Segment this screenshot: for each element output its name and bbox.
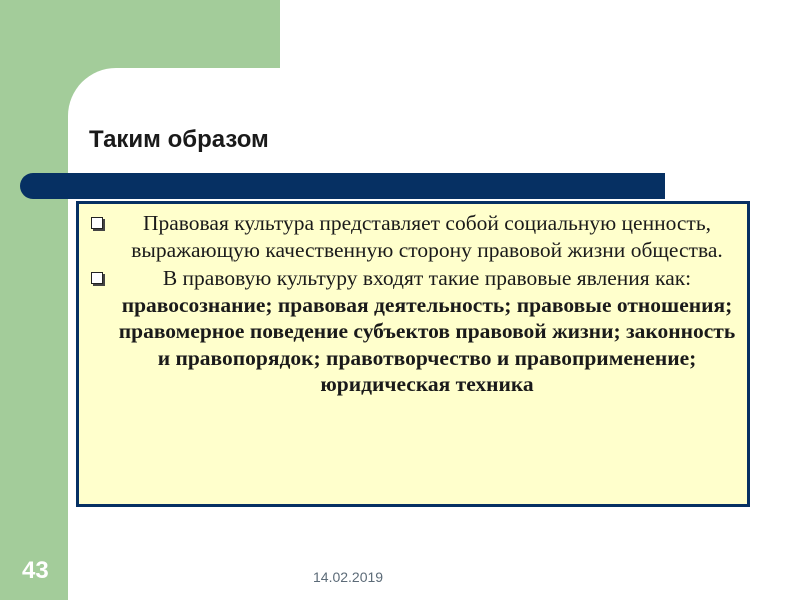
bullet-item — [91, 210, 739, 263]
bullet-text — [115, 210, 739, 263]
top-green-band — [0, 0, 280, 68]
slide-number: 43 — [22, 557, 49, 584]
title-divider-bar — [20, 173, 665, 199]
bullet-lead: В правовую культуру входят такие правовые явления как: — [162, 266, 692, 290]
checkbox-square-icon — [91, 272, 103, 284]
checkbox-square-icon — [91, 217, 103, 229]
content-box — [76, 201, 750, 507]
left-green-strip — [0, 0, 68, 600]
bullet-sentence: Правовая культура представляет собой социальную ценность, выражающую качественную сторону правовой жизни общества. — [131, 211, 723, 262]
bullet-item — [91, 265, 739, 398]
slide-title: Таким образом — [89, 126, 269, 153]
bullet-text — [115, 265, 739, 398]
slide-date: 14.02.2019 — [313, 569, 384, 585]
bullet-emphasis: правосознание; правовая деятельность; правовые отношения; правомерное поведение субъектов правовой жизни; законность и правопорядок; правотворчество и правоприменение; юридическая техника — [118, 292, 736, 396]
